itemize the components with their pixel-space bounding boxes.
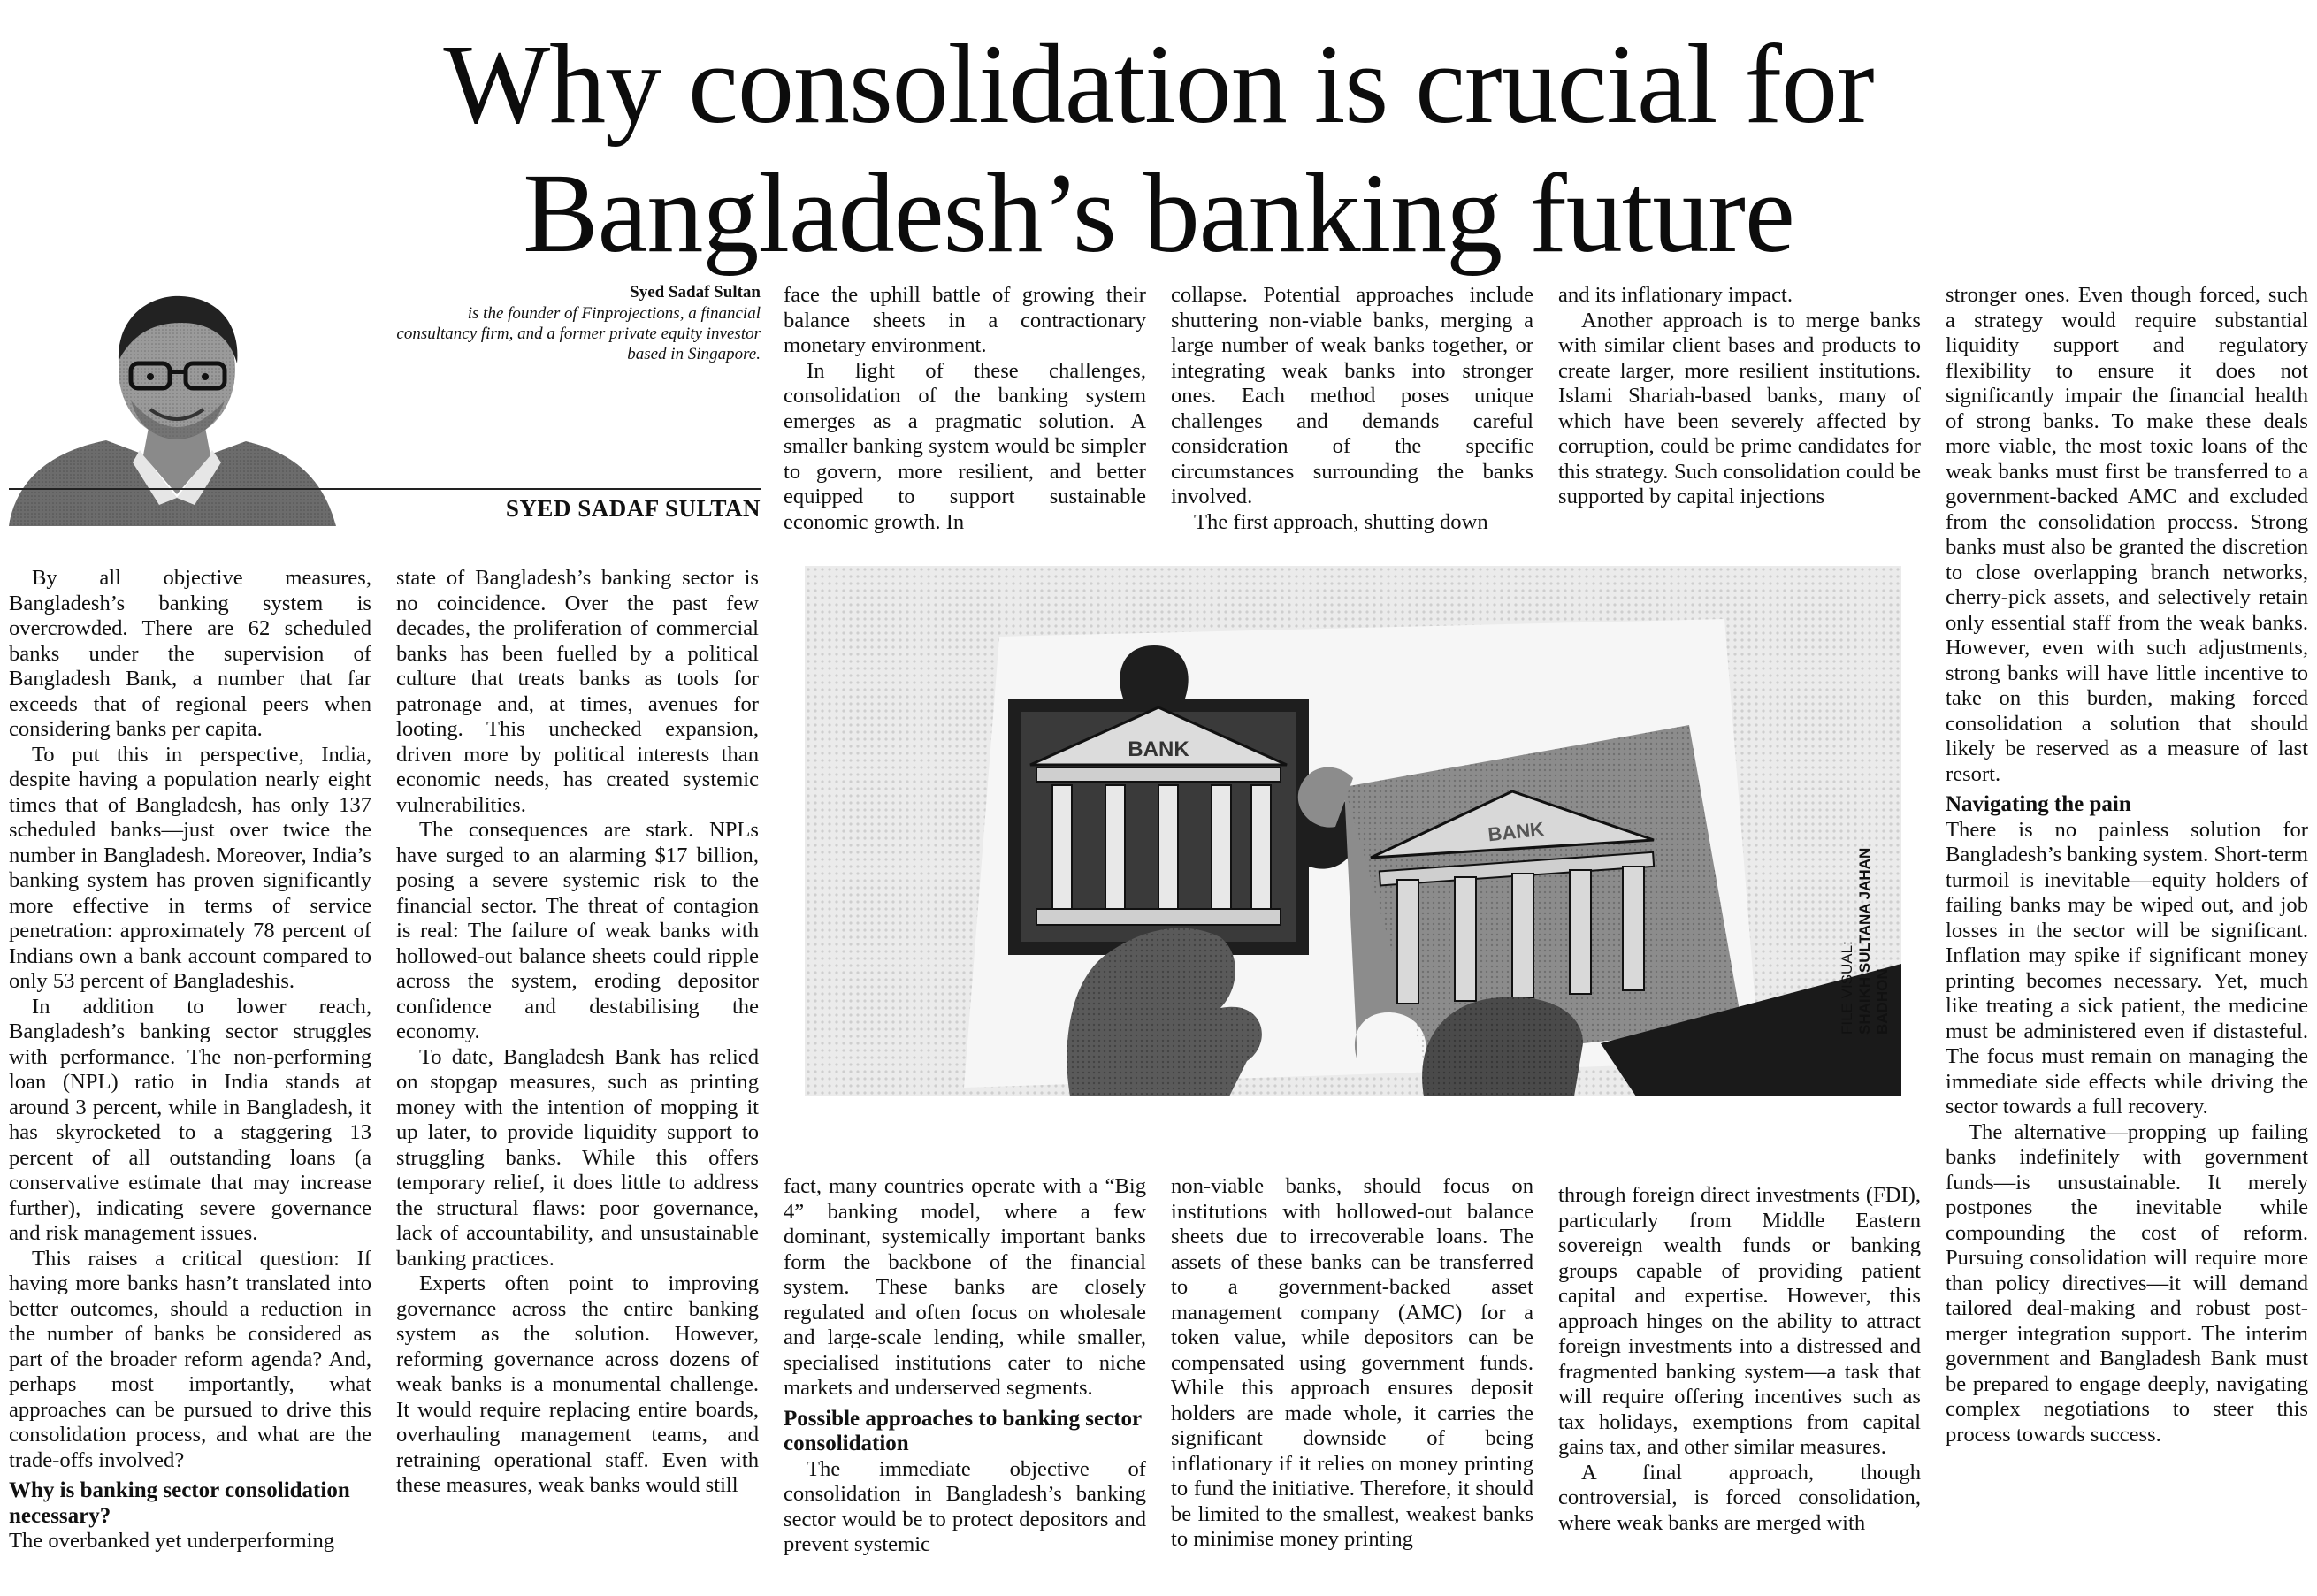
paragraph: In light of these challenges, consolidation of the banking system emerges as a pragmatic solution. A smaller banking system would be simpler to govern, more resilient, and better equipped to support sustainable economic growth. In [784,358,1146,534]
paragraph: To date, Bangladesh Bank has relied on stopgap measures, such as printing money with the intention of mopping it up later, to provide liquidity support to struggling banks. While this offers temporary relief, it does little to address the structural flaws: poor governance, lack of accountability, and unsustainable banking practices. [396,1044,759,1271]
paragraph: and its inflationary impact. [1558,283,1793,307]
author-name-caps: SYED SADAF SULTAN [505,495,761,522]
paragraph: The immediate objective of consolidation in Bangladesh’s banking sector would be to protect depositors and prevent systemic [784,1456,1146,1556]
paragraph: This raises a critical question: If having more banks hasn’t translated into better outcomes, should a reduction in the number of banks be considered as part of the broader reform agenda? And, perhaps most importantly, what approaches can be pursued to drive this consolidation process, and what are the trade-offs involved? [9,1246,371,1472]
column-5-bottom [1558,1183,1921,1536]
paragraph: In addition to lower reach, Bangladesh’s banking sector struggles with performance. The non-performing loan (NPL) ratio in India stands at around 3 percent, while in Bangladesh, it has skyrocketed to a staggering 13 percent of all outstanding loans (a conservative estimate that may increase further), indicating severe governance and risk management issues. [9,994,371,1245]
column-3-bottom [784,1174,1146,1558]
subheading: Navigating the pain [1946,792,2131,816]
subheading: Why is banking sector consolidation necessary? [9,1478,350,1528]
column-4-bottom [1171,1174,1533,1553]
bank-label-right: BANK [1487,817,1546,846]
paragraph: The overbanked yet underperforming [9,1529,335,1553]
column-1 [9,566,371,1554]
paragraph: There is no painless solution for Bangladesh’s banking system. Short-term turmoil is inevitable—equity holders of failing banks may be wiped out, and job losses in the sector will be significant. Inflation may spike if significant money printing becomes necessary. Yet, much like treating a sick patient, the medicine must be administered even if distasteful. The focus must remain on managing the immediate side effects while driving the sector towards a full recovery. [1946,817,2308,1119]
paragraph: To put this in perspective, India, despite having a population nearly eight times that of Bangladesh, has only 137 scheduled banks—just over twice the number in Bangladesh. Moreover, India’s banking system has proven significantly more effective in terms of service penetration: approximately 78 percent of Indians own a bank account compared to only 53 percent of Bangladeshis. [9,742,371,993]
illustration-credit [1839,805,1892,1035]
paragraph: collapse. Potential approaches include shuttering non-viable banks, merging a large number of weak banks together, or integrating weak banks into stronger ones. Each method poses unique challenges and demands careful consideration of the specific circumstances surrounding the banks involved. [1171,283,1533,508]
bank-puzzle-illustration [805,566,1901,1096]
paragraph: state of Bangladesh’s banking sector is no coincidence. Over the past few decades, the proliferation of commercial banks has been fuelled by a political culture that treats banks as tools for patronage and, at times, avenues for looting. This unchecked expansion, driven more by political interests than economic needs, has created systemic vulnerabilities. [396,566,759,817]
paragraph: face the uphill battle of growing their balance sheets in a contractionary monetary environment. [784,283,1146,357]
byline-divider [9,488,761,490]
paragraph: A final approach, though controversial, is forced consolidation, where weak banks are merged with [1558,1460,1921,1535]
paragraph: fact, many countries operate with a “Big 4” banking model, where a few dominant, systemically important banks form the backbone of the financial system. These banks are closely regulated and often focus on wholesale and large-scale lending, while smaller, specialised institutions cater to niche markets and underserved segments. [784,1174,1146,1400]
paragraph: stronger ones. Even though forced, such a strategy would require substantial liquidity support and regulatory flexibility to ensure it does not significantly impair the financial health of strong banks. To make these deals more viable, the most toxic loans of the weak banks must first be transferred to a government-backed AMC and excluded from the consolidation process. Strong banks must also be granted the discretion to close overlapping branch networks, cherry-pick assets, and selectively retain only essential staff from the weak banks. However, even with such adjustments, strong banks will have little incentive to take on this burden, making forced consolidation a solution that should likely be reserved as a measure of last resort. [1946,283,2308,786]
credit-name: SHAIKH SULTANA JAHAN BADHON [1856,847,1891,1035]
column-3-top [784,283,1146,535]
paragraph: Experts often point to improving governance across the entire banking system as the solution. However, reforming governance across dozens of weak banks is a monumental challenge. It would require replacing entire boards, overhauling management teams, and retraining operational staff. Even with these measures, weak banks would still [396,1271,759,1497]
subheading: Possible approaches to banking sector consolidation [784,1406,1142,1455]
column-5-top [1558,283,1921,510]
paragraph: Another approach is to merge banks with similar client bases and products to create larger, more resilient institutions. Islami Shariah-based banks, many of which have been severely affected by corruption, could be prime candidates for this strategy. Such consolidation could be supported by capital injections [1558,308,1921,508]
column-4-top [1171,283,1533,535]
paragraph: The first approach, shutting down [1194,509,1488,534]
headline [0,19,2317,278]
credit-label: FILE VISUAL: [1839,941,1855,1035]
headline-line-1: Why consolidation is crucial for [443,21,1874,147]
paragraph: The consequences are stark. NPLs have surged to an alarming $17 billion, posing a severe systemic risk to the financial sector. The threat of contagion is real: The failure of weak banks with hollowed-out balance sheets could ripple across the system, eroding depositor confidence and destabilising the economy. [396,818,759,1043]
column-6 [1946,283,2308,1447]
column-2 [396,566,759,1499]
byline-description: is the founder of Finprojections, a financial consultancy firm, and a former private equity investor based in Singapore. [396,304,761,363]
paragraph: The alternative—propping up failing banks indefinitely with government funds—is unsustainable. It merely postpones the inevitable while compounding the cost of reform. Pursuing consolidation will require more than policy directives—it will demand tailored deal-making and robust post-merger integration support. The interim government and Bangladesh Bank must be prepared to engage deeply, navigating complex negotiations to steer this process towards success. [1946,1119,2308,1447]
author-portrait [9,286,336,526]
headline-line-2: Bangladesh’s banking future [523,150,1794,276]
paragraph: non-viable banks, should focus on institutions with hollowed-out balance sheets due to irrecoverable loans. The assets of these banks can be transferred to a government-backed asset management company (AMC) for a token value, while depositors can be compensated using government funds. While this approach ensures deposit holders are made whole, it carries the significant downside of being inflationary if it relies on money printing to fund the initiative. Therefore, it should be limited to the smallest, weakest banks to minimise money printing [1171,1174,1533,1551]
paragraph: through foreign direct investments (FDI), particularly from Middle Eastern sovereign wealth funds or banking groups capable of providing patient capital and expertise. However, this approach hinges on the ability to attract foreign investments into a distressed and fragmented banking system—a task that will require offering incentives such as tax holidays, exemptions from capital gains tax, and other similar measures. [1558,1183,1921,1459]
byline-name: Syed Sadaf Sultan [630,283,761,302]
bank-label-left: BANK [1128,737,1189,761]
paragraph: By all objective measures, Bangladesh’s banking system is overcrowded. There are 62 scheduled banks under the supervision of Bangladesh Bank, a number that far exceeds that of regional peers when considering banks per capita. [9,566,371,741]
